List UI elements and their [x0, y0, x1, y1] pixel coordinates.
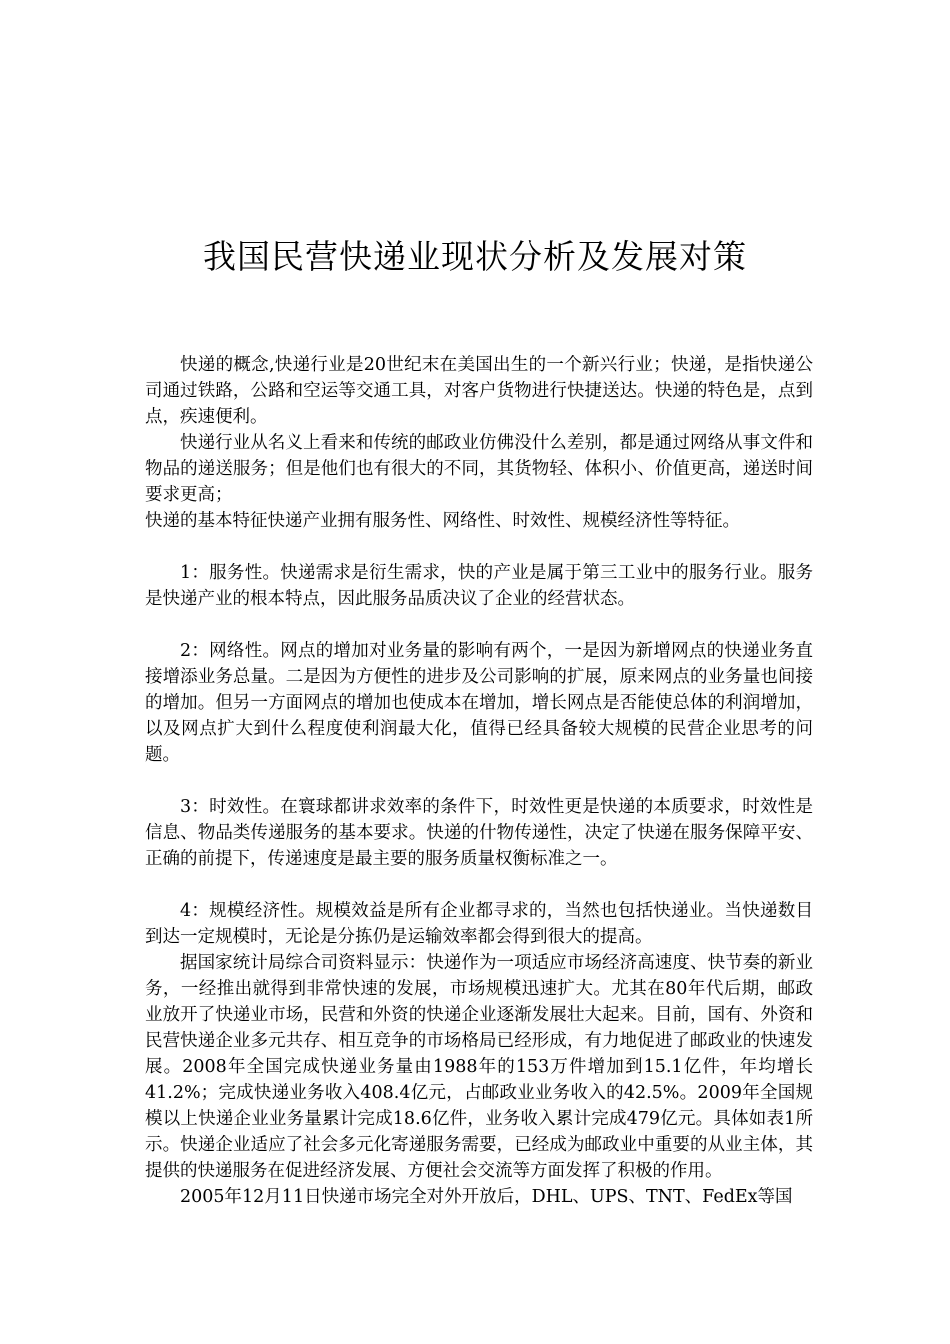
paragraph-statistics: 据国家统计局综合司资料显示：快递作为一项适应市场经济高速度、快节奏的新业务，一经推出就得到非常快速的发展，市场规模迅速扩大。尤其在80年代后期，邮政业放开了快递业市场，民营和外资的快递企业逐渐发展壮大起来。目前，国有、外资和民营快递企业多元共存、相互竞争的市场格局已经形成，有力地促进了邮政业的快速发展。2008年全国完成快递业务量由1988年的153万件增加到15.1亿件，年均增长41.2%；完成快递业务收入408.4亿元，占邮政业业务收入的42.5%。2009年全国规模以上快递企业业务量累计完成18.6亿件，业务收入累计完成479亿元。具体如表1所示。快递企业适应了社会多元化寄递服务需要，已经成为邮政业中重要的从业主体，其提供的快递服务在促进经济发展、方便社会交流等方面发挥了积极的作用。 [145, 953, 813, 1181]
paragraph-timeliness-feature: 3：时效性。在寰球都讲求效率的条件下，时效性更是快递的本质要求，时效性是信息、物品类传递服务的基本要求。快递的什物传递性，决定了快递在服务保障平安、正确的前提下，传递速度是最主要的服务质量权衡标准之一。 [145, 797, 813, 869]
paragraph-gap [145, 768, 813, 794]
paragraph-gap [145, 612, 813, 638]
document-body [145, 352, 813, 1210]
paragraph-express-concept: 快递的概念,快递行业是20世纪末在美国出生的一个新兴行业；快递，是指快递公司通过铁路，公路和空运等交通工具，对客户货物进行快捷送达。快递的特色是，点到点，疾速便利。 [145, 355, 813, 427]
paragraph-industry-comparison: 快递行业从名义上看来和传统的邮政业仿佛没什么差别，都是通过网络从事文件和物品的递送服务；但是他们也有很大的不同，其货物轻、体积小、价值更高，递送时间要求更高； [145, 433, 813, 505]
paragraph-network-feature: 2：网络性。网点的增加对业务量的影响有两个，一是因为新增网点的快递业务直接增添业务总量。二是因为方便性的进步及公司影响的扩展，原来网点的业务量也间接的增加。但另一方面网点的增加也使成本在增加，增长网点是否能使总体的利润增加，以及网点扩大到什么程度使利润最大化，值得已经具备较大规模的民营企业思考的问题。 [145, 641, 813, 765]
paragraph-gap [145, 534, 813, 560]
paragraph-scale-economy-feature: 4：规模经济性。规模效益是所有企业都寻求的，当然也包括快递业。当快递数目到达一定规模时，无论是分拣仍是运输效率都会得到很大的提高。 [145, 901, 813, 947]
paragraph-service-feature: 1：服务性。快递需求是衍生需求，快的产业是属于第三工业中的服务行业。服务是快递产业的根本特点，因此服务品质决议了企业的经营状态。 [145, 563, 813, 609]
paragraph-basic-features: 快递的基本特征快递产业拥有服务性、网络性、时效性、规模经济性等特征。 [145, 511, 740, 531]
paragraph-market-opening: 2005年12月11日快递市场完全对外开放后，DHL、UPS、TNT、FedEx等国 [180, 1187, 793, 1207]
paragraph-gap [145, 872, 813, 898]
document-title: 我国民营快递业现状分析及发展对策 [203, 237, 747, 276]
